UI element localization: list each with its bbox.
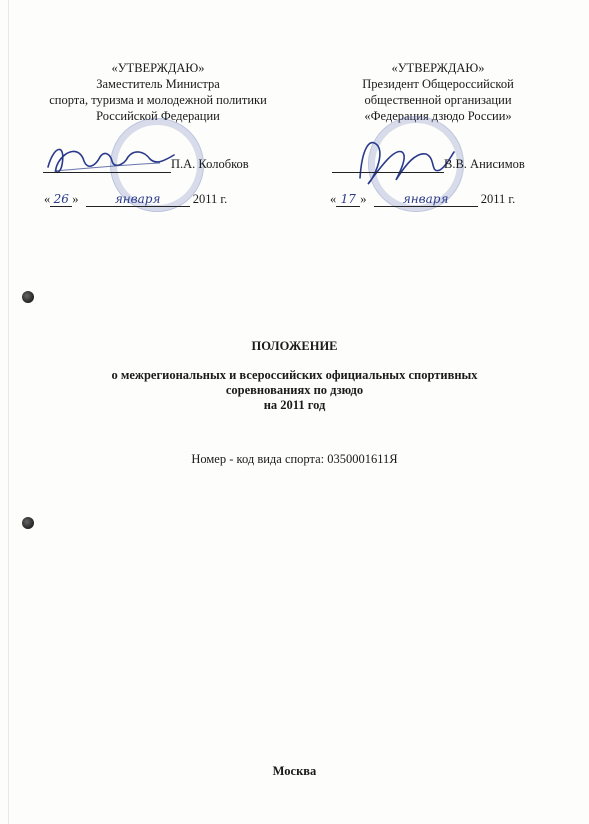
date-quote: » <box>360 192 367 206</box>
date-line-federation <box>330 192 515 207</box>
signatory-name: П.А. Колобков <box>171 157 249 171</box>
date-day: 26 <box>50 192 72 207</box>
document-subtitle <box>60 368 529 413</box>
date-year: 2011 г. <box>480 192 516 206</box>
date-quote: » <box>72 192 79 206</box>
subtitle-line: на 2011 год <box>263 398 326 412</box>
date-year: 2011 г. <box>192 192 228 206</box>
approval-position: общественной организации <box>364 93 512 107</box>
signature-line-federation <box>332 157 525 173</box>
date-line-ministry <box>44 192 227 207</box>
sport-code: Номер - код вида спорта: 0350001611Я <box>191 452 398 466</box>
approval-position: «Федерация дзюдо России» <box>364 109 512 123</box>
signature-underline <box>332 157 444 173</box>
approval-heading: «УТВЕРЖДАЮ» <box>111 61 205 75</box>
approval-position: Президент Общероссийской <box>362 77 514 91</box>
subtitle-line: соревнованиях по дзюдо <box>225 383 364 397</box>
date-month: января <box>374 192 478 207</box>
approval-heading: «УТВЕРЖДАЮ» <box>391 61 485 75</box>
date-day: 17 <box>336 192 360 207</box>
approval-block-ministry <box>28 60 288 124</box>
approval-position: Заместитель Министра <box>96 77 220 91</box>
page-edge-shadow <box>8 0 9 824</box>
document-city: Москва <box>272 764 317 778</box>
punch-hole <box>22 517 34 529</box>
signatory-name: В.В. Анисимов <box>444 157 525 171</box>
document-title: ПОЛОЖЕНИЕ <box>251 339 338 353</box>
date-month: января <box>86 192 190 207</box>
approval-block-federation <box>318 60 558 124</box>
approval-position: Российской Федерации <box>96 109 220 123</box>
punch-hole <box>22 291 34 303</box>
date-quote: « <box>44 192 51 206</box>
approval-position: спорта, туризма и молодежной политики <box>49 93 267 107</box>
signature-underline <box>43 157 171 173</box>
subtitle-line: о межрегиональных и всероссийских официальных спортивных <box>111 368 478 382</box>
date-quote: « <box>330 192 337 206</box>
signature-line-ministry <box>43 157 249 173</box>
